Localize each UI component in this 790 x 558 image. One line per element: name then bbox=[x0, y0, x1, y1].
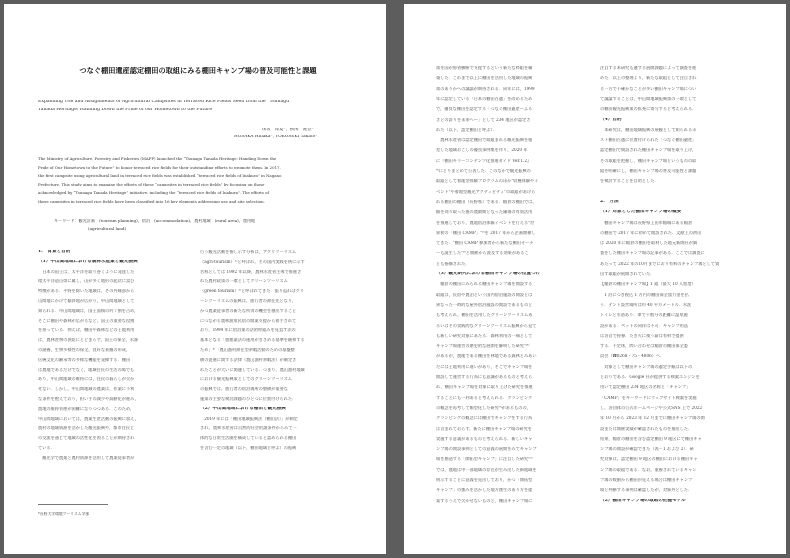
body-line: 策のありかへの議論が期待される．同年には，1999 bbox=[436, 86, 535, 91]
body-line: て議論することは，中山間地域振興策の一環として bbox=[600, 96, 697, 101]
body-line: 農村の地域資源を活かした観光振興や，都市住民と bbox=[38, 426, 135, 431]
body-line: 本研究は，棚田地域振興の展観として知られるポ bbox=[600, 127, 697, 132]
body-line: （agri-tourism）¹⁾と呼ばれ，その国内実践を例に示す bbox=[200, 259, 305, 264]
body-line: 備の促進に関する法律（農山漁村余暇法）が制定さ bbox=[200, 357, 297, 362]
body-line: の棚田で 2017 年に初めて開設された．文献上の初出 bbox=[600, 230, 702, 235]
body-line: 稲倉の棚田にみられる棚田キャンプ場を開設する bbox=[436, 282, 533, 287]
body-line: 組を明確にし，棚田キャンプ場の普及可能性と課題 bbox=[600, 169, 697, 173]
body-line: され，農林水産省は自然的社会的諸条件からみて一 bbox=[200, 426, 297, 431]
body-line: キャンプ場運営の歴史的な展開を解明した研究⁷⁾⁸⁾ bbox=[436, 344, 530, 349]
section-heading: 2. 方法 bbox=[600, 199, 619, 204]
body-line: ンプ場の開設が確認できた（表－1 および 2）．研 bbox=[600, 447, 694, 452]
body-line: 環太平洋造山帯に属し，山が多く地形の起伏に富む bbox=[38, 279, 135, 284]
body-line: 員会（☎0268・75・4806）へ． bbox=[600, 354, 665, 359]
body-line: れた農村政策の一環としてグリーンツーリズム bbox=[200, 279, 288, 284]
body-line: 伝統文化の継承等の多様な機能を発揮する．棚田 bbox=[38, 357, 131, 362]
body-line: を推進しており，農地宿泊体験イベントを行える"世 bbox=[436, 220, 535, 225]
section-heading: （2）棚田キャンプ場の取組の把握モデル bbox=[600, 498, 686, 503]
body-line: 実施する意義があるものと考えられる．新しいキャ bbox=[436, 436, 533, 441]
body-line: 知られる．中山間地域は，国土面積の約７割を占め， bbox=[38, 308, 139, 313]
body-line: ⁴⁾にとりまとめて公表した．このなかで観光振興の bbox=[436, 169, 531, 173]
body-line: 用いて認定棚田 234 地区の名称と「キャンプ」 bbox=[600, 385, 691, 390]
abstract-line: The Ministry of Agriculture, Forestry and Fisheries (MAFF) launched the “Tsunagu Tanada Heritage: Handing Down the bbox=[38, 157, 277, 161]
body-line: てきた．"棚田 CAMP 参加者から新たな棚田オーナ bbox=[436, 241, 534, 246]
section-heading: 1. 背景と目的 bbox=[38, 250, 71, 254]
authors-english: HOSAKA Hinaka*, YOKOSEKI Takato* bbox=[234, 135, 318, 139]
body-line: プ場の数値から棚田が見える場合は棚田キャンプ bbox=[600, 478, 693, 482]
body-line: は，農林産物の供給にとどまらず，国土の保全，水源 bbox=[38, 338, 139, 343]
body-line: 異なった一時的な屋外宿泊施設の開設であるものと bbox=[436, 302, 533, 307]
body-line: その取組を把握し，棚田キャンプ場というものの取 bbox=[600, 158, 697, 163]
body-line: 名称としては 1992 年以降，農林水産省主導で推進さ bbox=[200, 269, 302, 274]
body-line: 認定棚田で開設された棚田キャンプ場を取り上げ， bbox=[600, 148, 697, 153]
body-line: 場と判断する事例は確認したが，対象外とした． bbox=[600, 488, 693, 493]
body-line: 中山間地域においては，農業生産活動の振興に加え， bbox=[38, 416, 139, 421]
body-line: は含まれておらず，新たに棚田キャンプ場の研究を bbox=[436, 426, 532, 431]
body-line: れ，棚田キャンプ場を対象に取り上げた研究を推進 bbox=[436, 385, 533, 390]
section-heading: （4）目的 bbox=[600, 117, 622, 122]
body-line: グランピングの概念には棚田でキャンプをする行為 bbox=[436, 416, 533, 421]
page-gutter bbox=[386, 0, 404, 558]
body-line: 農林水産省は認定棚田で取組まれる観光振興を根 bbox=[436, 138, 533, 143]
body-line: を検討することを目的とした． bbox=[600, 179, 659, 184]
english-title-line-1: Expanding Use and Assignments of Agricultural Campsites in Terraced Rice Fields Seen from the “Tsunagu bbox=[38, 100, 290, 104]
body-line: 差した地域おこしの優良事例集を作り，2020 年 bbox=[436, 148, 528, 153]
body-line: 取組として着地型体験プログラムのほか"収穫体験やイ bbox=[436, 179, 539, 184]
body-line: では，農地は中一部地域の存在が生み出した新地域を bbox=[436, 467, 537, 472]
body-line: 設または開催実績が確認されたものを抽出した． bbox=[600, 426, 693, 431]
abstract-line: acknowledged by “Tsunagu Tanada Heritage” initiative, including the “terraced rice fields of Inakura”. The efforts of bbox=[38, 191, 269, 195]
body-line: かつ農業従事者の新たな所得の機会を創出すること bbox=[200, 308, 297, 313]
section-heading: （1）対象とした棚田キャンプ場の概要 bbox=[600, 210, 682, 215]
body-line: る一方で不確かなことが多い棚田キャンプ場につい bbox=[600, 86, 697, 91]
body-line: （green tourism）²⁾と呼ばれてきた．振り返ればグリ bbox=[200, 289, 304, 294]
body-line: 行う観光活動を指し示す分析は，アグリツーリズム bbox=[200, 250, 297, 254]
page-left bbox=[4, 4, 386, 554]
body-line: 体的な日常生活圏を構成していると認められる棚田 bbox=[200, 436, 297, 441]
body-line: トイレと水道あり．車で十数分の距離に温泉施 bbox=[600, 313, 688, 318]
body-line: することにも一利あると考えられる．グランピング bbox=[436, 395, 533, 400]
body-line: を担っている．例えば，棚田や森林などの土地利用 bbox=[38, 328, 135, 333]
abstract-line: these campsites in terraced rice fields have been classified into 16 key elements addressing use and site selection. bbox=[38, 199, 265, 204]
body-line: 観光学で農業と農村資源を活用して農業従事者が bbox=[38, 455, 135, 460]
body-line: せない．しかし，中山間地域の農業は，作業に不利 bbox=[38, 387, 135, 392]
body-line: で，優良な棚田を認定する「つなぐ棚田遺産～ふる bbox=[436, 107, 533, 112]
body-line: 1 泊につき税込 1 万円の棚田保全協力金を払 bbox=[600, 292, 689, 297]
body-line: 界初の「棚田 CAMP」"⁵⁾を 2017 年から企画開催し bbox=[436, 230, 536, 235]
body-line: 査をした棚田キャンプ場の記事がある．ここでは調査に bbox=[600, 251, 705, 256]
body-line: 築した．これまで以上に棚田を活用した地域の振興 bbox=[436, 76, 533, 81]
body-line: 【稲倉の棚田キャンプ場】1 組（最大 10 人程度） bbox=[600, 282, 696, 287]
body-line: 年に認定している「日本の棚田百選」を改めるため bbox=[436, 96, 533, 101]
body-line: スト棚田百選に位置付けられた「つなぐ棚田遺産」 bbox=[600, 138, 697, 143]
section-heading: （3）観光研究における棚田キャンプ場の位置づけ bbox=[436, 272, 541, 276]
body-line: 棚田キャンプ場は長野県上田市稲城にある稲倉 bbox=[600, 220, 693, 225]
body-line: るいはその実践的なグリーンツーリズム振興から見て bbox=[436, 323, 537, 328]
body-line: 日本の国土は，太平洋を取り巻くように発達した bbox=[38, 269, 135, 274]
body-line: も考えられ，棚田を活用したグリーンツーリズムあ bbox=[436, 313, 533, 318]
body-line: とも指摘された． bbox=[436, 261, 470, 266]
keywords-line-2: (agricultural land) bbox=[88, 227, 127, 231]
body-line: の棚田観光振興策の拡充に寄与すると考えられる． bbox=[600, 107, 697, 112]
body-line: ベント"や着地型観光アクティビティ"の取組があげら bbox=[436, 189, 536, 194]
body-line: する．不定休，問い合わせは稲倉の棚田保全委 bbox=[600, 344, 688, 349]
body-line: 設がある．ペットの同伴は不可．キャンプ用品 bbox=[600, 323, 688, 328]
body-line: う．テント設営場所は約 40 平方メートル．水洗 bbox=[600, 302, 692, 307]
page-right bbox=[404, 4, 786, 554]
footnote-affiliation: *長野大学環境ツーリズム学部 bbox=[38, 512, 90, 516]
body-line: は各自で持参．たき火に使う薪は有料で提供 bbox=[600, 333, 684, 338]
body-line: し，各団体の公式ホームページや公式SNS 上で 2022 bbox=[600, 405, 703, 410]
body-line: ンプ場の取組である．なお，重複されているキャン bbox=[600, 467, 697, 472]
body-line: 施策の主要な検討課題のひとつに位置付けられた． bbox=[200, 397, 297, 401]
body-line: れる棚田の棚田（長野県）である．稲倉の棚田では， bbox=[436, 199, 537, 204]
body-line: 策を国が府省横断で支援するという新たな枠組を構 bbox=[436, 66, 533, 70]
body-line: 開設して運営する行為にも意識があるものと考えら bbox=[436, 375, 533, 379]
body-line: につながる農林漁家民宿の開業支援から着手されて bbox=[200, 318, 297, 323]
body-line: を含む一定の地域（以下，棚田地域と呼ぶ）の振興 bbox=[200, 446, 297, 450]
body-line: 出す取組が展開されていた． bbox=[600, 272, 655, 276]
body-line: 明示することに意義を見出しており，かつ「開拓型 bbox=[436, 478, 533, 482]
body-line: の交流を通じて地域の活性化を図ることが期待され bbox=[38, 436, 135, 441]
body-line: 「CAMP」をキーワードにウェブサイト検索を実施 bbox=[600, 395, 697, 400]
body-line: さとの誇りを未来へ～」として 234 地区が認定さ bbox=[436, 117, 531, 122]
body-line: 稲を刈り取った後の農閑期となった圃場の有効活用 bbox=[436, 210, 533, 215]
paper-title: つなぐ棚田遺産認定棚田の取組にみる棚田キャンプ場の普及可能性と課題 bbox=[79, 67, 317, 75]
body-line: あり，中山間地域の維持には，住民の暮らしが欠か bbox=[38, 377, 135, 382]
body-line: 基本となる「旅館業法の運用がきさめる基準を緩和する bbox=[200, 338, 305, 343]
body-line: ため」³⁾「農山漁村滞在型余暇活動のための基盤整 bbox=[200, 348, 295, 352]
body-line: 結果，稲倉の棚田を含む認定棚田 9 地区にて棚田キャ bbox=[600, 436, 702, 441]
body-line: に『棚田キラーコンテンツ化推進ガイド Ver.1.2』 bbox=[436, 158, 532, 163]
body-line: 2019 年には「棚田地域振興法（棚田法）」が制定 bbox=[200, 416, 298, 421]
body-line: も新しい研究対象にあたる．森林利用の一端として bbox=[436, 333, 533, 338]
body-line: 究対象は，認定棚田 9 地区の棚田における棚田キャ bbox=[600, 457, 698, 462]
body-line: 対象として棚田キャンプ場の選定手順は以下の bbox=[600, 364, 693, 369]
body-line: そこに棚田や森林が広がるなど，国土の重要な役割 bbox=[38, 318, 135, 323]
abstract-line: Pride of Our Hometown to the Future” to honor terraced rice fields for their outstanding efforts to promote them. In 2017, bbox=[38, 165, 281, 170]
section-heading: （1）中山間地域における農林水産業と観光振興 bbox=[38, 259, 138, 264]
body-line: 特徴がある．平野を除いた地域は，その外縁部から bbox=[38, 289, 135, 294]
body-line: だには土地利用に違いがあり，そこでキャンプ場を bbox=[436, 364, 533, 369]
body-line: 場を創造する「開拓型キャンプ」に注目した研究¹⁰⁾ bbox=[436, 457, 533, 462]
body-line: は 2020 年に稲倉の棚田を取材した地元新聞社が調 bbox=[600, 241, 698, 246]
body-line: な条件を抱えており，担い手の減少や高齢化が進み， bbox=[38, 397, 139, 401]
footnote-rule bbox=[38, 504, 108, 505]
body-line: れた（以下，認定棚田と呼ぶ）． bbox=[436, 127, 497, 132]
body-line: 山間地にかけて傾斜地が広がり，中山間地域として bbox=[38, 299, 135, 303]
body-line: とおりである．Google 社が提供する検索エンジンを bbox=[600, 375, 700, 379]
body-line: 注目する本研究も連する展開課題によって調査を進 bbox=[600, 66, 697, 70]
body-line: 年 10 月から 2023 年 12 月までに棚田キャンプ場の開 bbox=[600, 416, 705, 421]
body-line: ている． bbox=[38, 446, 55, 450]
body-line: あたって 2022 年の10月までにおり有料のキャンプ場として貸 bbox=[600, 261, 720, 266]
abstract-line: the first campsite using agricultural land in terraced rice fields was established “terraced rice fields of Inakura” in Nagano bbox=[38, 174, 282, 178]
body-line: ーンツーリズムの振興は，旅行者の滞在先となり， bbox=[200, 299, 297, 303]
body-line: ンプ場の開設事例としての意義の展開をみてキャンプ bbox=[436, 447, 537, 452]
body-line: れたことが大いに関連している．つまり，農山漁村地域 bbox=[200, 367, 305, 372]
body-line: 取組は，民宿や農泊という国内宿泊施設の開設とは bbox=[436, 292, 533, 297]
body-line: めた．以上の整理より，新たな取組として注目され bbox=[600, 76, 697, 81]
body-line: おり，1994 年に宿泊業の法的枠組みを見直す法の bbox=[200, 328, 296, 333]
body-line: の涵養，生物多様性の保全，良好な景観の形成， bbox=[38, 348, 131, 352]
body-line: キャンプ」の強みを活かした地方創生のあり方を提 bbox=[436, 488, 533, 493]
body-line: があるが，農地である棚田を林地である森林とみあい bbox=[436, 354, 537, 359]
body-line: 農地の維持管理が困難になりつつある．このため， bbox=[38, 406, 135, 411]
keywords-line-1: キーワード：観光計画 (tourism planning)，宿泊 (accommodation)，農村地域 (rural area)，農用地 bbox=[54, 219, 256, 223]
body-line: 案するうえで欠かせないものと，棚田キャンプ場に bbox=[436, 498, 533, 503]
authors-japanese: 保坂 緋夏*，横関 隆登* bbox=[262, 128, 314, 132]
section-heading: （2）中山間地域における棚田と観光振興 bbox=[200, 406, 286, 411]
english-title-line-2: Tanada Heritage: Handing Down the Pride of our Hometown to the Future” bbox=[38, 108, 215, 112]
body-line: の振興では，旅行者の宿泊場所の整備が重要な bbox=[200, 387, 288, 392]
abstract-line: Prefecture. This study aims to examine the efforts of these “campsites in terraced rice fields” by focusing on those bbox=[38, 182, 265, 187]
body-line: は農地であるだけでなく，地域住民の生活の場でも bbox=[38, 367, 135, 372]
body-line: における観光振興策としてのグリーンツーリズム bbox=[200, 377, 292, 382]
body-line: の概念を再考して類型化した研究⁹⁾があるものの， bbox=[436, 405, 531, 410]
body-line: ーも誕生した"⁶⁾と開催から波及する効果があるこ bbox=[436, 251, 529, 256]
